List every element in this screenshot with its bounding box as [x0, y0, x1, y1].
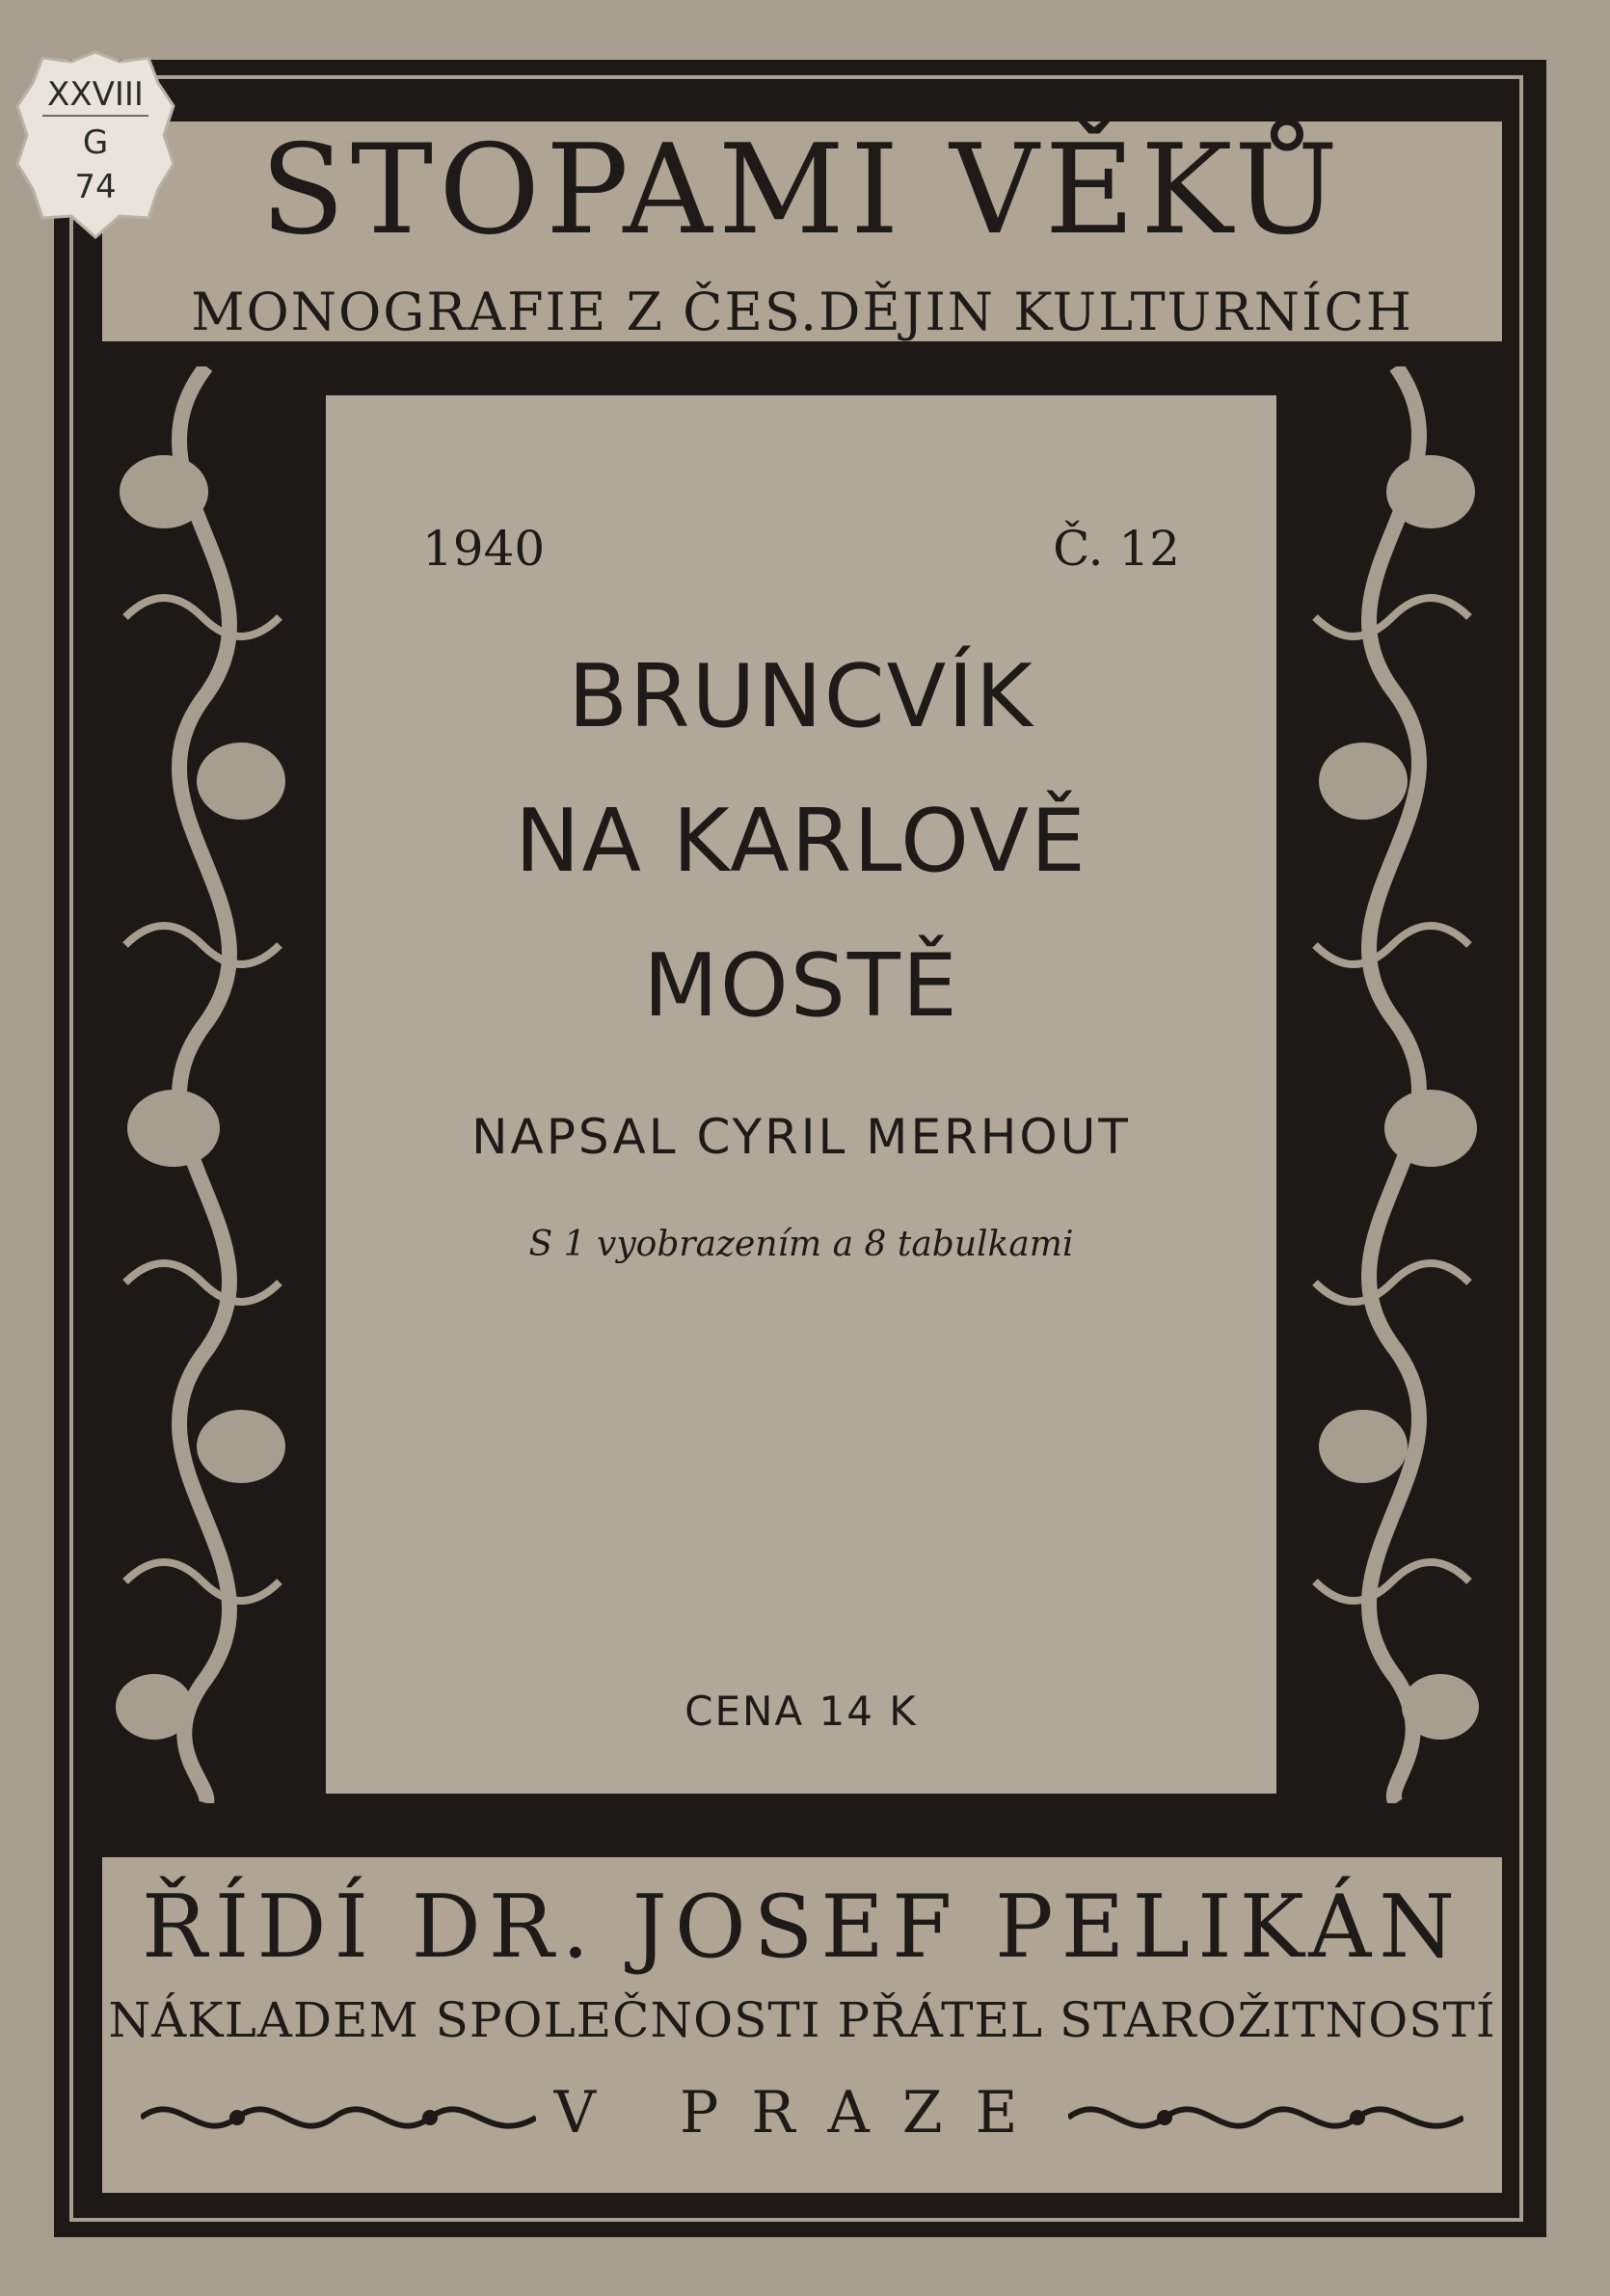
author-line: NAPSAL CYRIL MERHOUT: [471, 1109, 1131, 1165]
library-shelf-label: [13, 48, 177, 241]
book-title-line-2: NA KARLOVĚ: [515, 791, 1087, 892]
editor-line: ŘÍDÍ DR. JOSEF PELIKÁN: [142, 1877, 1462, 1978]
floral-ornament-left: [96, 366, 316, 1803]
label-line-1: XXVIII: [47, 75, 144, 114]
footer-band: [96, 1851, 1508, 2199]
flourish-right-icon: [1068, 2089, 1463, 2147]
book-title-line-3: MOSTĚ: [643, 935, 959, 1037]
label-line-3: 74: [74, 168, 117, 206]
series-title: STOPAMI VĚKŮ: [260, 119, 1344, 262]
price-label: CENA 14 K: [684, 1688, 918, 1735]
series-subtitle: MONOGRAFIE Z ČES.DĚJIN KULTURNÍCH: [191, 282, 1413, 342]
floral-ornament-left-graphic: [96, 366, 316, 1803]
floral-ornament-right: [1286, 366, 1506, 1803]
label-line-2: G: [82, 123, 109, 162]
publisher-line: NÁKLADEM SPOLEČNOSTI PŘÁTEL STAROŽITNOSTÍ: [108, 1992, 1496, 2048]
issue-number: Č. 12: [1053, 521, 1180, 577]
header-band: [96, 116, 1508, 347]
place-row: [102, 2079, 1502, 2166]
book-title-line-1: BRUNCVÍK: [568, 646, 1034, 747]
floral-ornament-right-graphic: [1286, 366, 1506, 1803]
title-panel: [316, 386, 1286, 1803]
illustrations-note: S 1 vyobrazením a 8 tabulkami: [528, 1225, 1074, 1264]
place-of-publication: V PRAZE: [553, 2079, 1051, 2147]
publication-year: 1940: [422, 521, 546, 577]
